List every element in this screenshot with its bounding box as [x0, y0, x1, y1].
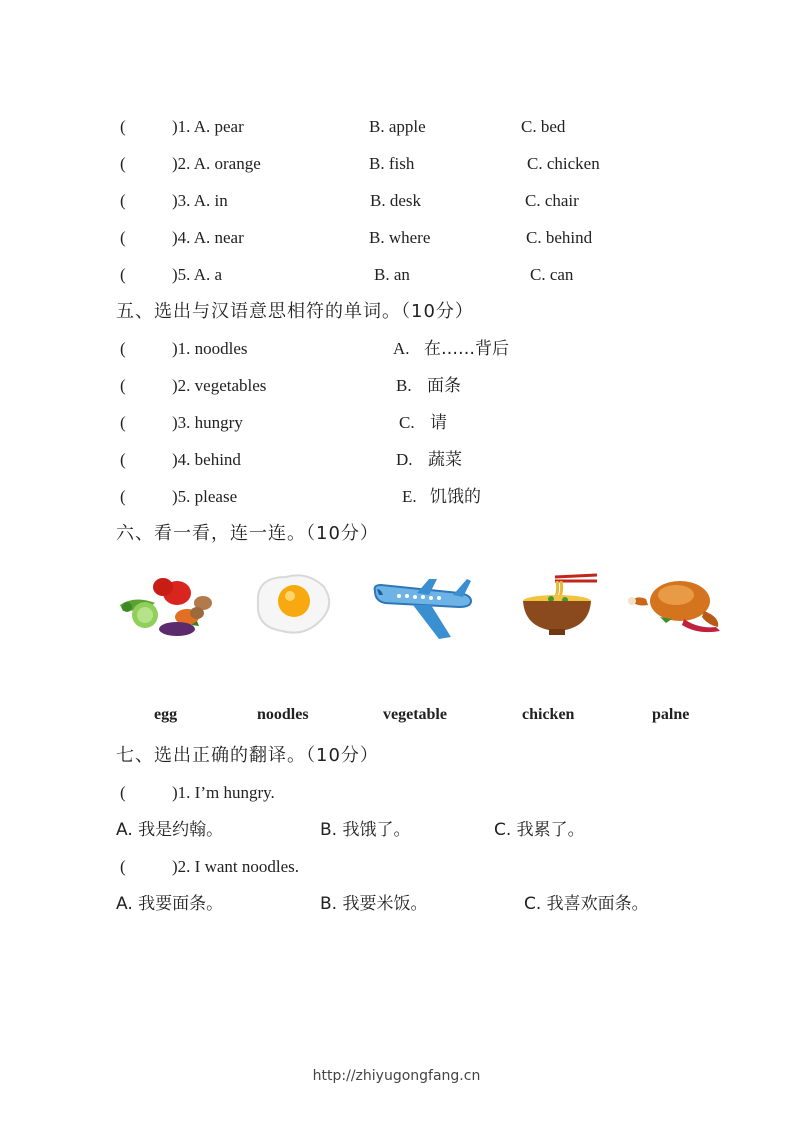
option-meaning: 面条: [427, 376, 461, 396]
option-c: C. 我喜欢面条。: [524, 894, 649, 914]
option-c: C. 我累了。: [494, 820, 585, 840]
answer-blank[interactable]: (: [120, 228, 126, 247]
question-text: )2. A. orange: [172, 154, 261, 173]
answer-blank[interactable]: (: [120, 783, 126, 802]
option-letter: C.: [399, 413, 415, 432]
options-row: [0, 815, 793, 845]
option-b: B. where: [369, 228, 431, 247]
answer-blank[interactable]: (: [120, 154, 126, 173]
match-word[interactable]: palne: [652, 706, 690, 723]
chicken-picture[interactable]: [624, 565, 734, 645]
answer-blank[interactable]: (: [120, 857, 126, 876]
question-text: )5. A. a: [172, 265, 223, 284]
vegetables-picture[interactable]: [115, 565, 225, 645]
option-b: B. an: [374, 265, 410, 284]
section-heading-5: 五、选出与汉语意思相符的单词。（10分）: [116, 301, 474, 322]
section-heading-7: 七、选出正确的翻译。（10分）: [116, 745, 379, 766]
egg-picture[interactable]: [238, 565, 348, 645]
question-row: [0, 482, 793, 512]
footer-url: http://zhiyugongfang.cn: [312, 1068, 481, 1084]
question-text: )2. vegetables: [172, 376, 267, 395]
option-meaning: 饥饿的: [430, 487, 481, 507]
answer-blank[interactable]: (: [120, 117, 126, 136]
answer-blank[interactable]: (: [120, 376, 126, 395]
option-c: C. can: [530, 265, 574, 284]
option-b: B. 我要米饭。: [320, 894, 428, 914]
option-c: C. chair: [525, 191, 579, 210]
match-word[interactable]: chicken: [522, 706, 575, 723]
question-text: )1. A. pear: [172, 117, 244, 136]
answer-blank[interactable]: (: [120, 450, 126, 469]
option-letter: A.: [393, 339, 410, 358]
option-c: C. behind: [526, 228, 593, 247]
answer-blank[interactable]: (: [120, 487, 126, 506]
question-text: )1. noodles: [172, 339, 248, 358]
question-text: )2. I want noodles.: [172, 857, 300, 876]
option-meaning: 请: [430, 413, 447, 433]
question-row: [0, 852, 793, 882]
option-letter: D.: [396, 450, 413, 469]
question-row: [0, 112, 793, 142]
option-a: A. 我要面条。: [116, 894, 224, 914]
option-meaning: 蔬菜: [428, 450, 462, 470]
question-text: )4. A. near: [172, 228, 244, 247]
option-b: B. desk: [370, 191, 421, 210]
answer-blank[interactable]: (: [120, 265, 126, 284]
question-text: )5. please: [172, 487, 238, 506]
option-c: C. chicken: [527, 154, 600, 173]
question-row: [0, 778, 793, 808]
question-text: )3. hungry: [172, 413, 243, 432]
match-word[interactable]: egg: [154, 706, 178, 723]
match-word[interactable]: noodles: [257, 706, 309, 723]
question-row: [0, 371, 793, 401]
question-row: [0, 260, 793, 290]
plane-picture[interactable]: [367, 565, 477, 645]
option-letter: B.: [396, 376, 412, 395]
option-b: B. fish: [369, 154, 415, 173]
option-b: B. 我饿了。: [320, 820, 411, 840]
options-row: [0, 889, 793, 919]
question-row: [0, 186, 793, 216]
question-text: )1. I’m hungry.: [172, 783, 275, 802]
answer-blank[interactable]: (: [120, 191, 126, 210]
answer-blank[interactable]: (: [120, 339, 126, 358]
option-meaning: 在……背后: [424, 339, 509, 359]
question-row: [0, 149, 793, 179]
question-row: [0, 223, 793, 253]
option-letter: E.: [402, 487, 417, 506]
question-row: [0, 334, 793, 364]
option-b: B. apple: [369, 117, 426, 136]
section-heading-6: 六、看一看，连一连。（10分）: [116, 523, 379, 544]
noodles-picture[interactable]: [515, 565, 625, 645]
answer-blank[interactable]: (: [120, 413, 126, 432]
question-row: [0, 408, 793, 438]
option-c: C. bed: [521, 117, 566, 136]
question-row: [0, 445, 793, 475]
option-a: A. 我是约翰。: [116, 820, 224, 840]
question-text: )4. behind: [172, 450, 241, 469]
question-text: )3. A. in: [172, 191, 228, 210]
match-word[interactable]: vegetable: [383, 706, 447, 723]
